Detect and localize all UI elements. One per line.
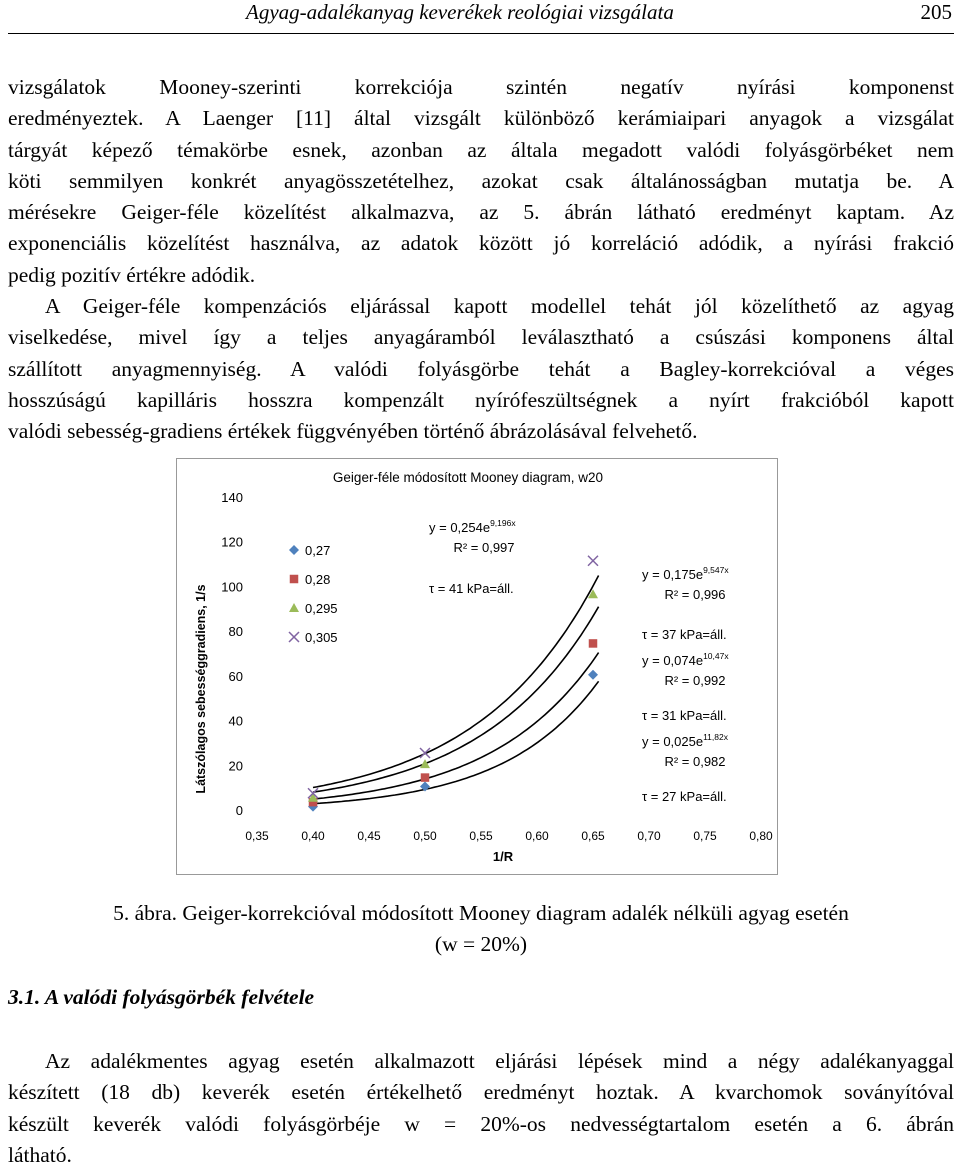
legend-label: 0,305 bbox=[305, 630, 338, 645]
text-line: hosszúságú kapilláris hosszra kompenzált nyírófeszültségnek a nyírt frakcióból kapott bbox=[8, 387, 954, 412]
page-number: 205 bbox=[920, 0, 952, 24]
y-tick-label: 100 bbox=[221, 579, 243, 595]
text-line: készített (18 db) keverék esetén értékelhető eredményt hoztak. A kvarchomok soványítóval bbox=[8, 1080, 954, 1105]
x-tick-label: 0,45 bbox=[357, 829, 381, 843]
text-line: vizsgálatok Mooney-szerinti korrekciója szintén negatív nyírási komponenst bbox=[8, 75, 954, 99]
fit-curve bbox=[313, 653, 599, 800]
legend-label: 0,295 bbox=[305, 601, 338, 616]
y-tick-label: 0 bbox=[235, 803, 243, 818]
chart-title: Geiger-féle módosított Mooney diagram, w20 bbox=[332, 470, 604, 485]
fit-equation: $y = 0,254e^{9,196x}$ bbox=[429, 518, 516, 535]
x-marker bbox=[588, 556, 598, 566]
figure-chart bbox=[176, 458, 778, 875]
text-line: eredményeztek. A Laenger [11] által vizsgált különböző kerámiaipari anyagok a vizsgálat bbox=[8, 106, 954, 131]
x-tick-label: 0,65 bbox=[581, 829, 605, 843]
square-marker bbox=[589, 639, 598, 648]
text-line: mérésekre Geiger-féle közelítést alkalmazva, az 5. ábrán látható eredményt kaptam. Az bbox=[8, 200, 954, 225]
fit-curves bbox=[313, 576, 599, 804]
fit-r2: R² = 0,996 bbox=[664, 587, 726, 602]
fit-annotation bbox=[638, 647, 752, 726]
text-line: Az adalékmentes agyag esetén alkalmazott eljárási lépések mind a négy adalékanyaggal bbox=[45, 1049, 954, 1073]
x-marker bbox=[420, 748, 430, 758]
section-heading: 3.1. A valódi folyásgörbék felvétele bbox=[8, 985, 315, 1009]
y-tick-label: 80 bbox=[228, 624, 243, 640]
fit-equation: $y = 0,175e^{9,547x}$ bbox=[642, 565, 729, 582]
chart-svg bbox=[177, 459, 777, 874]
fit-r2: R² = 0,992 bbox=[664, 673, 726, 688]
x-axis-label: 1/R bbox=[492, 849, 514, 864]
x-tick-label: 0,55 bbox=[469, 829, 493, 843]
y-tick-label: 140 bbox=[221, 490, 243, 505]
tau-label: τ = 37 kPa=áll. bbox=[642, 627, 727, 642]
paragraph-1 bbox=[8, 72, 954, 291]
text-line: készült keverék valódi folyásgörbéje w = 20%-os nedvességtartalom esetén a 6. ábrán bbox=[8, 1111, 954, 1136]
x-tick-label: 0,35 bbox=[245, 829, 269, 843]
fit-curve bbox=[313, 607, 599, 793]
x-marker bbox=[289, 632, 299, 642]
fit-annotation bbox=[638, 561, 752, 645]
x-tick-label: 0,70 bbox=[637, 829, 661, 843]
y-tick-label: 120 bbox=[221, 534, 243, 550]
fit-annotations bbox=[425, 514, 752, 807]
fit-r2: R² = 0,997 bbox=[453, 540, 515, 555]
text-line: valódi sebesség-gradiens értékek függvényében történő ábrázolásával felvehető. bbox=[8, 419, 698, 444]
square-marker bbox=[421, 773, 430, 782]
text-line: látható. bbox=[8, 1142, 72, 1167]
header-title: Agyag-adalékanyag keverékek reológiai vizsgálata bbox=[246, 0, 674, 24]
text-line: szállított anyagmennyiség. A valódi folyásgörbe tehát a Bagley-korrekcióval a véges bbox=[8, 356, 954, 381]
legend-label: 0,28 bbox=[305, 572, 331, 587]
y-tick-label: 60 bbox=[228, 668, 243, 684]
text-line: A Geiger-féle kompenzációs eljárással kapott modellel tehát jól közelíthető az agyag bbox=[45, 294, 954, 318]
figure-caption bbox=[8, 898, 954, 960]
text-line: tárgyát képező témakörbe esnek, azonban az általa megadott valódi folyásgörbéket nem bbox=[8, 137, 954, 162]
fit-r2: R² = 0,982 bbox=[664, 754, 726, 769]
x-tick-label: 0,75 bbox=[693, 829, 717, 843]
tau-label: τ = 27 kPa=áll. bbox=[642, 789, 727, 804]
tau-label: τ = 31 kPa=áll. bbox=[642, 708, 727, 723]
caption-line-2: (w = 20%) bbox=[434, 932, 528, 956]
fit-curve bbox=[313, 576, 599, 788]
fit-equation: $y = 0,074e^{10,47x}$ bbox=[642, 651, 729, 668]
fit-annotation bbox=[425, 514, 543, 599]
fit-equation: $y = 0,025e^{11,82x}$ bbox=[642, 732, 728, 749]
tau-label: τ = 41 kPa=áll. bbox=[429, 581, 514, 596]
paragraph-3 bbox=[8, 1046, 954, 1171]
running-header bbox=[8, 0, 954, 34]
text-line: viselkedése, mivel így a teljes anyagáramból leválasztható a csúszási komponens által bbox=[8, 325, 954, 350]
x-tick-label: 0,60 bbox=[525, 829, 549, 843]
x-tick-label: 0,40 bbox=[301, 829, 325, 843]
fit-exponent: 11,82x bbox=[703, 732, 728, 742]
x-tick-label: 0,80 bbox=[749, 829, 773, 843]
fit-curve bbox=[313, 681, 599, 803]
diamond-marker bbox=[588, 670, 598, 680]
square-marker bbox=[290, 575, 299, 584]
text-line: pedig pozitív értékre adódik. bbox=[8, 262, 256, 287]
text-line: exponenciális közelítést használva, az adatok között jó korreláció adódik, a nyírási frakció bbox=[8, 231, 954, 256]
triangle-marker bbox=[420, 759, 430, 768]
chart-legend bbox=[289, 543, 338, 645]
y-tick-label: 20 bbox=[228, 758, 243, 774]
fit-exponent: 10,47x bbox=[703, 651, 729, 661]
triangle-marker bbox=[289, 603, 299, 612]
fit-exponent: 9,547x bbox=[703, 565, 729, 575]
legend-label: 0,27 bbox=[305, 543, 331, 558]
y-tick-label: 40 bbox=[228, 713, 243, 729]
caption-line-1: 5. ábra. Geiger-korrekcióval módosított Mooney diagram adalék nélküli agyag esetén bbox=[113, 901, 849, 925]
fit-annotation bbox=[638, 728, 752, 807]
diamond-marker bbox=[289, 545, 299, 555]
paragraph-2 bbox=[8, 291, 954, 447]
y-axis-label: Látszólagos sebességgradiens, 1/s bbox=[194, 584, 208, 794]
x-tick-label: 0,50 bbox=[413, 829, 437, 843]
text-line: köti semmilyen konkrét anyagösszetételhez, azokat csak általánosságban mutatja be. A bbox=[8, 168, 954, 193]
fit-exponent: 9,196x bbox=[490, 518, 516, 528]
